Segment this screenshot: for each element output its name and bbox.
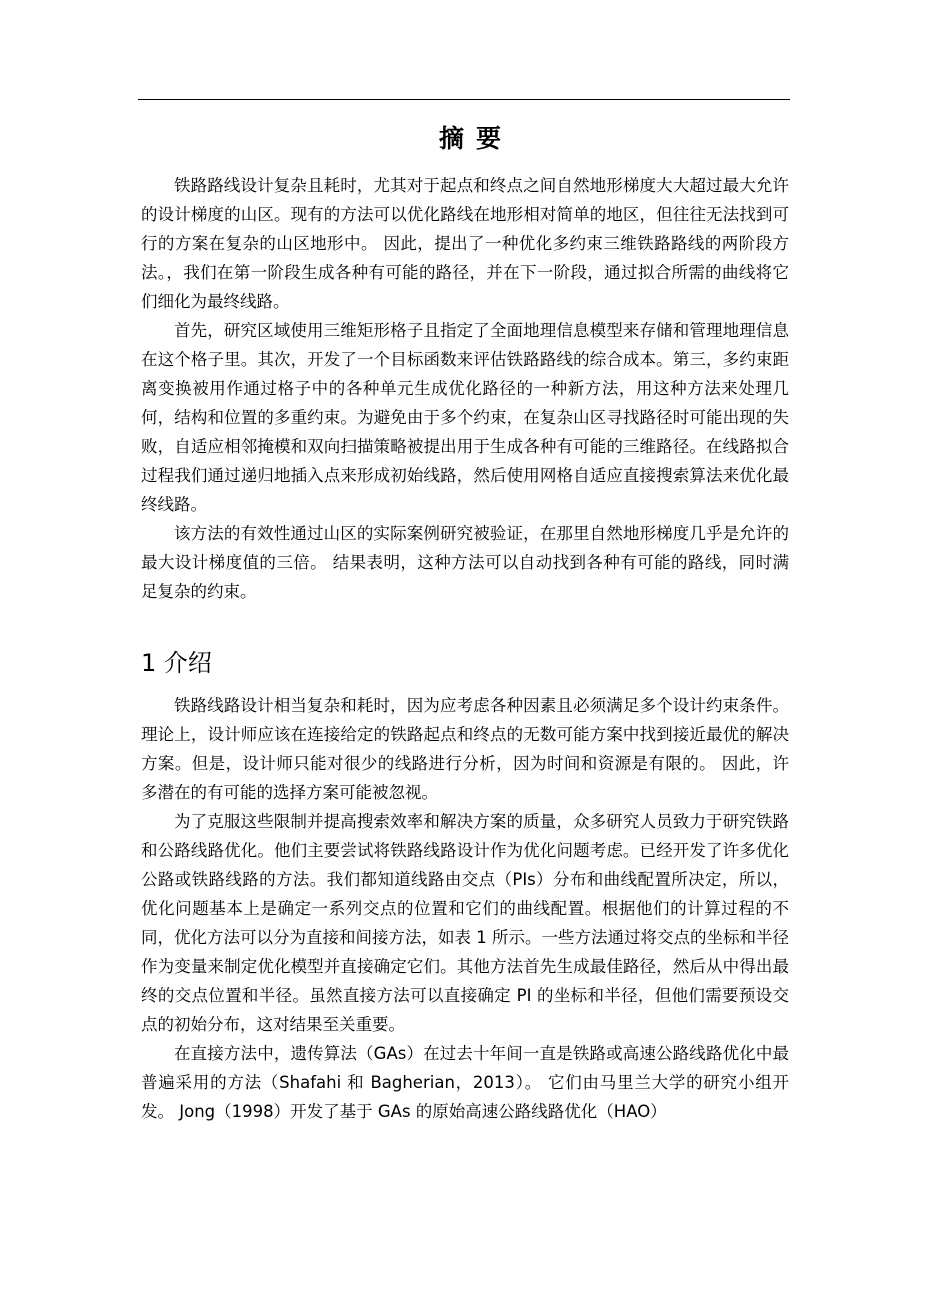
intro-paragraph-2: 为了克服这些限制并提高搜索效率和解决方案的质量，众多研究人员致力于研究铁路和公路线路优化。他们主要尝试将铁路线路设计作为优化问题考虑。已经开发了许多优化公路或铁路线路的方法。我们都知道线路由交点（PIs）分布和曲线配置所决定，所以，优化问题基本上是确定一系列交点的位置和它们的曲线配置。根据他们的计算过程的不同，优化方法可以分为直接和间接方法，如表 1 所示。一些方法通过将交点的坐标和半径作为变量来制定优化模型并直接确定它们。其他方法首先生成最佳路径，然后从中得出最终的交点位置和半径。虽然直接方法可以直接确定 PI 的坐标和半径，但他们需要预设交点的初始分布，这对结果至关重要。: [141, 812, 789, 1034]
intro-paragraph-3: 在直接方法中，遗传算法（GAs）在过去十年间一直是铁路或高速公路线路优化中最普遍采用的方法（Shafahi 和 Bagherian，2013）。 它们由马里兰大学的研究小组开发。 Jong（1998）开发了基于 GAs 的原始高速公路线路优化（HAO）: [141, 1044, 789, 1121]
abstract-paragraph-2: 首先，研究区域使用三维矩形格子且指定了全面地理信息模型来存储和管理地理信息在这个格子里。其次，开发了一个目标函数来评估铁路路线的综合成本。第三，多约束距离变换被用作通过格子中的各种单元生成优化路径的一种新方法，用这种方法来处理几何，结构和位置的多重约束。为避免由于多个约束，在复杂山区寻找路径时可能出现的失败，自适应相邻掩模和双向扫描策略被提出用于生成各种有可能的三维路径。在线路拟合过程我们通过递归地插入点来形成初始线路，然后使用网格自适应直接搜索算法来优化最终线路。: [141, 321, 789, 514]
abstract-title: 摘要: [438, 124, 513, 153]
introduction-body: [141, 691, 789, 1126]
abstract-paragraph-3: 该方法的有效性通过山区的实际案例研究被验证，在那里自然地形梯度几乎是允许的最大设计梯度值的三倍。 结果表明，这种方法可以自动找到各种有可能的路线，同时满足复杂的约束。: [141, 524, 789, 601]
header-rule: [138, 99, 790, 100]
intro-paragraph-1: 铁路线路设计相当复杂和耗时，因为应考虑各种因素且必须满足多个设计约束条件。理论上，设计师应该在连接给定的铁路起点和终点的无数可能方案中找到接近最优的解决方案。但是，设计师只能对很少的线路进行分析，因为时间和资源是有限的。 因此，许多潜在的有可能的选择方案可能被忽视。: [141, 696, 789, 802]
section-heading-introduction: 1 介绍: [141, 649, 212, 677]
abstract-paragraph-1: 铁路路线设计复杂且耗时，尤其对于起点和终点之间自然地形梯度大大超过最大允许的设计梯度的山区。现有的方法可以优化路线在地形相对简单的地区，但往往无法找到可行的方案在复杂的山区地形中。 因此，提出了一种优化多约束三维铁路路线的两阶段方法。，我们在第一阶段生成各种有可能的路径，并在下一阶段，通过拟合所需的曲线将它们细化为最终线路。: [141, 176, 789, 311]
abstract-body: [141, 171, 789, 606]
